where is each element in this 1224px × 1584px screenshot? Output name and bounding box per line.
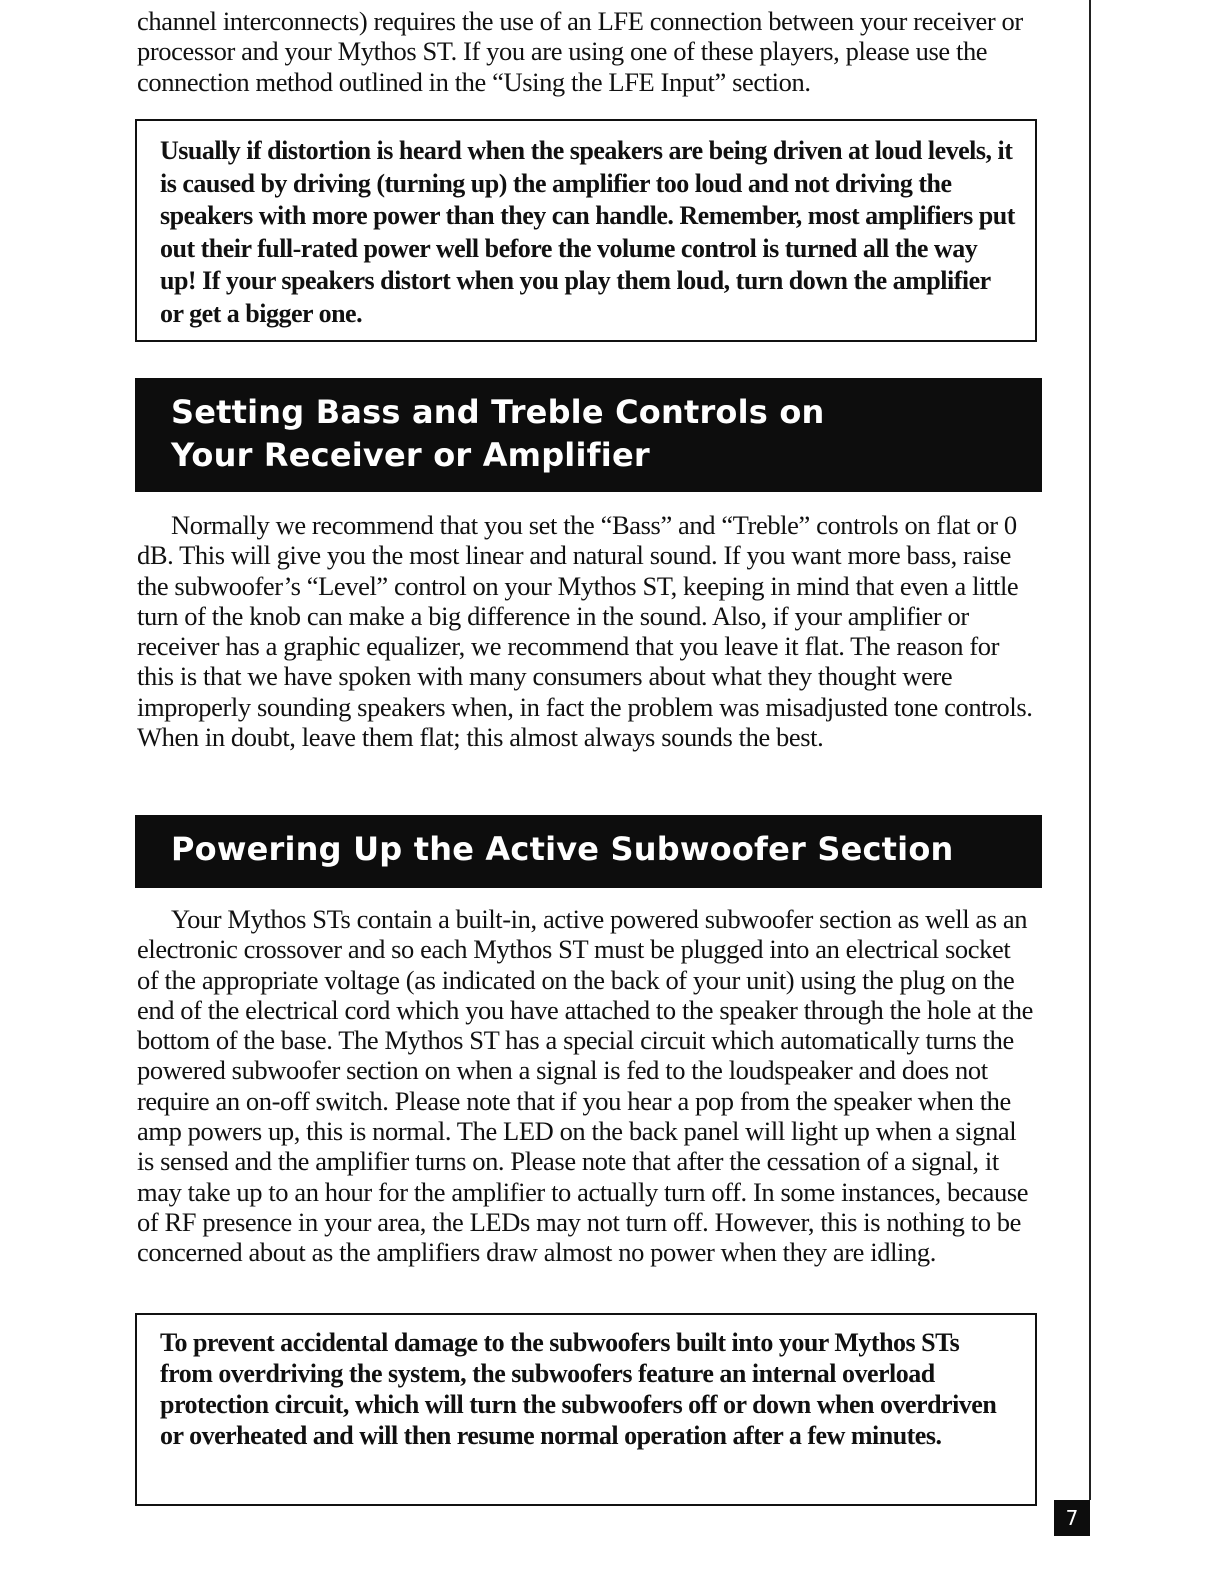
top-paragraph: channel interconnects) requires the use of an LFE connection between your receiver or processor and your Mythos ST. If you are using one of these players, please use the connection method outlined in the “Using the LFE Input” section. (137, 6, 1023, 97)
powering-up-text: Your Mythos STs contain a built-in, active powered subwoofer section as well as an electronic crossover and so each Mythos ST must be plugged into an electrical socket of the appropriate voltage (as indicated on the back of your unit) using the plug on the end of the electrical cord which you have attached to the speaker through the hole at the bottom of the base. The Mythos ST has a special circuit which automatically turns the powered subwoofer section on when a signal is fed to the loudspeaker and does not require an on-off switch. Please note that if you hear a pop from the speaker when the amp powers up, this is normal. The LED on the back panel will light up when a signal is sensed and the amplifier turns on. Please note that after the cessation of a signal, it may take up to an hour for the amplifier to actually turn off. In some instances, because of RF presence in your area, the LEDs may not turn off. However, this is nothing to be concerned about as the amplifiers draw almost no power when they are idling. (137, 904, 1033, 1268)
section-heading-powering-up (135, 815, 1042, 888)
powering-up-paragraph (137, 904, 1037, 1268)
heading-powering-up-text: Powering Up the Active Subwoofer Section (171, 830, 954, 868)
bass-treble-text: Normally we recommend that you set the “Bass” and “Treble” controls on flat or 0 dB. This will give you the most linear and natural sound. If you want more bass, raise the subwoofer’s “Level” control on your Mythos ST, keeping in mind that even a little turn of the knob can make a big difference in the sound. Also, if your amplifier or receiver has a graphic equalizer, we recommend that you leave it flat. The reason for this is that we have spoken with many consumers about what they thought were improperly sounding speakers when, in fact the problem was misadjusted tone controls. When in doubt, leave them flat; this almost always sounds the best. (137, 510, 1033, 753)
distortion-callout-text: Usually if distortion is heard when the speakers are being driven at loud levels, it is caused by driving (turning up) the amplifier too loud and not driving the speakers with more power than they can handle. Remember, most amplifiers put out their full-rated power well before the volume control is turned all the way up! If your speakers distort when you play them loud, turn down the amplifier or get a bigger one. (160, 136, 1015, 328)
overload-callout-text: To prevent accidental damage to the subwoofers built into your Mythos STs from overdriving the system, the subwoofers feature an internal overload protection circuit, which will turn the subwoofers off or down when overdriven or overheated and will then resume normal operation after a few minutes. (160, 1328, 997, 1450)
overload-callout-box (135, 1313, 1037, 1506)
distortion-callout-box (135, 119, 1037, 342)
page-number-badge: 7 (1054, 1500, 1090, 1536)
bass-treble-paragraph (137, 510, 1037, 752)
heading-line-2: Your Receiver or Amplifier (171, 436, 650, 474)
section-heading-bass-treble (135, 378, 1042, 492)
right-margin-rule (1089, 0, 1091, 1500)
heading-line-1: Setting Bass and Treble Controls on (171, 393, 825, 431)
